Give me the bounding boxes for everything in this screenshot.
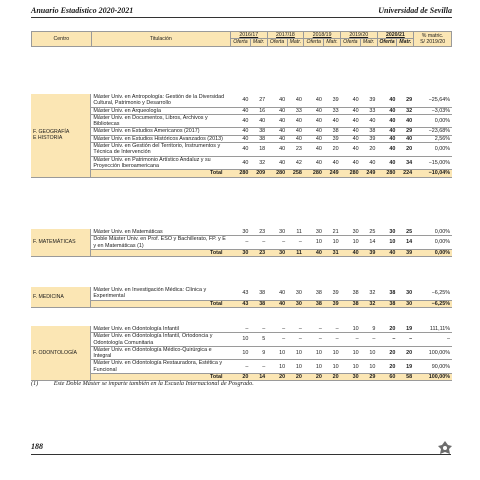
value-cell: 40: [267, 287, 287, 300]
col-subheader-oferta: Oferta: [230, 39, 250, 46]
value-cell: 10: [267, 360, 287, 374]
value-cell: 38: [377, 287, 397, 300]
value-cell: 25: [397, 229, 414, 236]
titulacion-cell: Máster Univ. en Odontología Restauradora, Estética y Funcional: [91, 360, 231, 374]
header-rule: [31, 17, 452, 18]
total-row: [31, 249, 452, 256]
total-value-cell: 280: [341, 170, 361, 177]
value-cell: 40: [267, 135, 287, 142]
table-row: [31, 360, 452, 374]
value-cell: –: [230, 326, 250, 333]
total-label: Total: [91, 300, 231, 307]
value-cell: –: [304, 326, 324, 333]
footnote-text: Este Doble Máster se imparte también en la Escuela Internacional de Posgrado.: [53, 380, 254, 387]
table-row: [31, 107, 452, 114]
value-cell: 10: [341, 326, 361, 333]
total-value-cell: 58: [397, 374, 414, 381]
value-cell: –: [304, 333, 324, 347]
value-cell: 40: [341, 114, 361, 128]
value-cell: 40: [230, 156, 250, 170]
total-value-cell: 39: [324, 300, 341, 307]
value-cell: 20: [397, 143, 414, 157]
total-value-cell: 38: [377, 300, 397, 307]
value-cell: 40: [230, 94, 250, 107]
titulacion-cell: Máster Univ. en Arqueología: [91, 107, 231, 114]
value-cell: 40: [377, 135, 397, 142]
value-cell: –: [250, 326, 267, 333]
value-cell: 20: [377, 360, 397, 374]
total-value-cell: 224: [397, 170, 414, 177]
value-cell: 40: [324, 156, 341, 170]
value-cell: 40: [304, 114, 324, 128]
footer-rule: [31, 454, 451, 455]
col-subheader-oferta: Oferta: [377, 39, 397, 46]
value-cell: 10: [267, 346, 287, 360]
table-row: [31, 326, 452, 333]
total-value-cell: 30: [341, 374, 361, 381]
table-row: [31, 333, 452, 347]
value-cell: 39: [324, 287, 341, 300]
value-cell: 42: [287, 156, 304, 170]
value-cell: 23: [287, 143, 304, 157]
col-header-year: 2020/21: [377, 32, 414, 39]
value-cell: 40: [287, 135, 304, 142]
col-header-pct-line1: % matric.: [421, 32, 444, 39]
value-cell: 38: [250, 128, 267, 135]
value-cell: 39: [361, 94, 378, 107]
value-cell: 10: [361, 346, 378, 360]
page-number: 188: [31, 442, 43, 451]
total-value-cell: 11: [287, 249, 304, 256]
pct-change-cell: 0,00%: [414, 114, 452, 128]
value-cell: 27: [250, 94, 267, 107]
value-cell: 40: [377, 143, 397, 157]
value-cell: 10: [304, 360, 324, 374]
titulacion-cell: Máster Univ. en Estudios Americanos (2017): [91, 128, 231, 135]
col-header-year: 2019/20: [340, 32, 377, 39]
value-cell: 43: [230, 287, 250, 300]
value-cell: 40: [397, 114, 414, 128]
centro-name: F. GEOGRAFÍA E HISTORIA: [31, 94, 91, 177]
total-label: Total: [91, 170, 231, 177]
col-subheader-matr: Matr.: [324, 39, 341, 46]
value-cell: 40: [267, 94, 287, 107]
col-subheader-oferta: Oferta: [267, 39, 287, 46]
titulacion-cell: Máster Univ. en Odontología Médico-Quirúrgica e Integral: [91, 346, 231, 360]
value-cell: 19: [397, 360, 414, 374]
centro-group-table: [31, 94, 452, 178]
pct-change-cell: −3,03%: [414, 107, 452, 114]
total-value-cell: 280: [267, 170, 287, 177]
value-cell: 40: [341, 107, 361, 114]
total-value-cell: 40: [377, 249, 397, 256]
value-cell: 20: [361, 143, 378, 157]
value-cell: 40: [230, 128, 250, 135]
footnote-mark: (1): [31, 380, 39, 387]
value-cell: 9: [361, 326, 378, 333]
value-cell: 10: [287, 360, 304, 374]
value-cell: 10: [324, 360, 341, 374]
value-cell: –: [250, 236, 267, 250]
value-cell: 40: [304, 156, 324, 170]
pct-change-cell: −23,68%: [414, 128, 452, 135]
pct-change-cell: 0,00%: [414, 229, 452, 236]
table-row: [31, 128, 452, 135]
value-cell: 39: [324, 94, 341, 107]
value-cell: 16: [250, 107, 267, 114]
value-cell: 30: [341, 229, 361, 236]
value-cell: –: [287, 333, 304, 347]
col-header-pct: [414, 32, 452, 47]
total-pct-cell: −6,25%: [414, 300, 452, 307]
total-value-cell: 38: [341, 300, 361, 307]
col-subheader-matr: Matr.: [250, 39, 267, 46]
table-row: [31, 346, 452, 360]
value-cell: 30: [287, 287, 304, 300]
value-cell: –: [267, 326, 287, 333]
value-cell: 40: [377, 107, 397, 114]
pct-change-cell: −6,25%: [414, 287, 452, 300]
total-value-cell: 43: [230, 300, 250, 307]
value-cell: –: [397, 333, 414, 347]
value-cell: 40: [304, 94, 324, 107]
total-value-cell: 280: [230, 170, 250, 177]
value-cell: 40: [341, 143, 361, 157]
value-cell: 39: [324, 135, 341, 142]
total-value-cell: 14: [250, 374, 267, 381]
pct-change-cell: −15,00%: [414, 156, 452, 170]
value-cell: 23: [250, 229, 267, 236]
titulacion-cell: Máster Univ. en Investigación Médica: Clínica y Experimental: [91, 287, 231, 300]
value-cell: 40: [377, 114, 397, 128]
titulacion-cell: Máster Univ. en Estudios Históricos Avanzados (2013): [91, 135, 231, 142]
value-cell: 40: [267, 107, 287, 114]
value-cell: 40: [230, 143, 250, 157]
titulacion-cell: Máster Univ. en Gestión del Territorio, Instrumentos y Técnica de Intervención: [91, 143, 231, 157]
value-cell: 40: [341, 128, 361, 135]
value-cell: 10: [324, 236, 341, 250]
table-row: [31, 94, 452, 107]
titulacion-cell: Doble Máster Univ. en Prof. ESO y Bachillerato, FP. y E y en Matemáticas (1): [91, 236, 231, 250]
pct-change-cell: 100,00%: [414, 346, 452, 360]
total-value-cell: 29: [361, 374, 378, 381]
value-cell: 40: [377, 128, 397, 135]
value-cell: –: [230, 236, 250, 250]
value-cell: 10: [304, 346, 324, 360]
total-value-cell: 20: [267, 374, 287, 381]
university-seal-icon: [436, 440, 454, 456]
value-cell: 30: [397, 287, 414, 300]
value-cell: 10: [341, 236, 361, 250]
value-cell: 10: [230, 346, 250, 360]
value-cell: –: [377, 333, 397, 347]
value-cell: 38: [361, 128, 378, 135]
value-cell: 21: [324, 229, 341, 236]
titulacion-cell: Máster Univ. en Odontología Infantil, Ortodoncia y Odontología Comunitaria: [91, 333, 231, 347]
value-cell: 32: [397, 107, 414, 114]
value-cell: –: [267, 333, 287, 347]
total-value-cell: 31: [324, 249, 341, 256]
col-header-year: 2017/18: [267, 32, 304, 39]
titulacion-cell: Máster Univ. en Documentos, Libros, Archivos y Bibliotecas: [91, 114, 231, 128]
value-cell: 19: [397, 326, 414, 333]
value-cell: 40: [397, 135, 414, 142]
col-subheader-matr: Matr.: [287, 39, 304, 46]
value-cell: 40: [341, 94, 361, 107]
value-cell: –: [361, 333, 378, 347]
footnote: [31, 380, 254, 387]
total-value-cell: 20: [304, 374, 324, 381]
col-subheader-oferta: Oferta: [340, 39, 360, 46]
value-cell: 40: [324, 114, 341, 128]
table-row: [31, 114, 452, 128]
titulacion-cell: Máster Univ. en Patrimonio Artístico Andaluz y su Proyección Iberoamericana: [91, 156, 231, 170]
total-value-cell: 30: [230, 249, 250, 256]
value-cell: 40: [361, 156, 378, 170]
value-cell: –: [287, 326, 304, 333]
value-cell: 32: [361, 287, 378, 300]
value-cell: –: [287, 236, 304, 250]
value-cell: 10: [341, 346, 361, 360]
value-cell: 20: [397, 346, 414, 360]
table-row: [31, 156, 452, 170]
value-cell: 40: [377, 94, 397, 107]
value-cell: 10: [230, 333, 250, 347]
centro-group-table: [31, 326, 452, 381]
total-value-cell: 20: [230, 374, 250, 381]
value-cell: 40: [230, 114, 250, 128]
value-cell: 30: [377, 229, 397, 236]
value-cell: –: [324, 333, 341, 347]
value-cell: 20: [324, 143, 341, 157]
pct-change-cell: 2,56%: [414, 135, 452, 142]
value-cell: 40: [304, 107, 324, 114]
value-cell: 40: [287, 114, 304, 128]
table-row: [31, 143, 452, 157]
value-cell: –: [230, 360, 250, 374]
total-value-cell: 40: [341, 249, 361, 256]
total-value-cell: 30: [287, 300, 304, 307]
value-cell: 40: [304, 135, 324, 142]
value-cell: 9: [250, 346, 267, 360]
total-value-cell: 258: [287, 170, 304, 177]
running-header-left: Anuario Estadístico 2020-2021: [31, 6, 134, 15]
value-cell: 33: [324, 107, 341, 114]
total-value-cell: 30: [267, 249, 287, 256]
value-cell: 40: [304, 143, 324, 157]
col-subheader-oferta: Oferta: [304, 39, 324, 46]
value-cell: –: [250, 360, 267, 374]
titulacion-cell: Máster Univ. en Antropología: Gestión de la Diversidad Cultural, Patrimonio y Desarrollo: [91, 94, 231, 107]
value-cell: 40: [230, 135, 250, 142]
value-cell: 38: [304, 287, 324, 300]
value-cell: 38: [250, 287, 267, 300]
value-cell: 40: [377, 156, 397, 170]
col-header-centro: Centro: [32, 32, 92, 47]
col-subheader-matr: Matr.: [397, 39, 414, 46]
value-cell: –: [324, 326, 341, 333]
value-cell: 10: [341, 360, 361, 374]
pct-change-cell: –: [414, 333, 452, 347]
total-value-cell: 39: [361, 249, 378, 256]
col-header-titulacion: Titulación: [91, 32, 230, 47]
value-cell: 14: [397, 236, 414, 250]
value-cell: 30: [267, 229, 287, 236]
total-value-cell: 249: [361, 170, 378, 177]
total-value-cell: 23: [250, 249, 267, 256]
value-cell: 14: [361, 236, 378, 250]
total-value-cell: 39: [397, 249, 414, 256]
value-cell: 40: [267, 156, 287, 170]
pct-change-cell: 90,00%: [414, 360, 452, 374]
total-pct-cell: −10,04%: [414, 170, 452, 177]
value-cell: 39: [361, 135, 378, 142]
col-header-pct-line2: S/ 2019/20: [420, 38, 446, 45]
value-cell: 11: [287, 229, 304, 236]
value-cell: 29: [397, 128, 414, 135]
value-cell: 10: [304, 236, 324, 250]
value-cell: 32: [250, 156, 267, 170]
value-cell: 30: [304, 229, 324, 236]
value-cell: 33: [287, 107, 304, 114]
centro-group-table: [31, 229, 452, 257]
total-value-cell: 280: [377, 170, 397, 177]
running-header-right: Universidad de Sevilla: [378, 6, 452, 15]
value-cell: 40: [267, 114, 287, 128]
value-cell: 40: [304, 128, 324, 135]
value-cell: 40: [250, 114, 267, 128]
total-pct-cell: 100,00%: [414, 374, 452, 381]
value-cell: 38: [324, 128, 341, 135]
titulacion-cell: Máster Univ. en Matemáticas: [91, 229, 231, 236]
value-cell: 40: [361, 114, 378, 128]
col-header-year: 2018/19: [304, 32, 341, 39]
value-cell: 40: [287, 128, 304, 135]
value-cell: 40: [287, 94, 304, 107]
value-cell: 18: [250, 143, 267, 157]
total-value-cell: 249: [324, 170, 341, 177]
value-cell: 38: [341, 287, 361, 300]
centro-name: F. ODONTOLOGÍA: [31, 326, 91, 381]
total-row: [31, 170, 452, 177]
value-cell: 20: [377, 326, 397, 333]
value-cell: 40: [341, 156, 361, 170]
total-value-cell: 30: [397, 300, 414, 307]
column-header: [31, 31, 452, 47]
total-value-cell: 20: [324, 374, 341, 381]
value-cell: 40: [341, 135, 361, 142]
value-cell: –: [267, 236, 287, 250]
pct-change-cell: 111,11%: [414, 326, 452, 333]
value-cell: 38: [250, 135, 267, 142]
value-cell: –: [341, 333, 361, 347]
total-value-cell: 32: [361, 300, 378, 307]
value-cell: 5: [250, 333, 267, 347]
total-value-cell: 280: [304, 170, 324, 177]
total-value-cell: 20: [287, 374, 304, 381]
value-cell: 40: [267, 143, 287, 157]
total-value-cell: 40: [267, 300, 287, 307]
table-row: [31, 287, 452, 300]
table-row: [31, 229, 452, 236]
value-cell: 29: [397, 94, 414, 107]
value-cell: 25: [361, 229, 378, 236]
pct-change-cell: −25,64%: [414, 94, 452, 107]
total-pct-cell: 0,00%: [414, 249, 452, 256]
centro-name: F. MATEMÁTICAS: [31, 229, 91, 257]
value-cell: 30: [230, 229, 250, 236]
value-cell: 10: [361, 360, 378, 374]
value-cell: 20: [377, 346, 397, 360]
total-value-cell: 209: [250, 170, 267, 177]
col-subheader-matr: Matr.: [360, 39, 377, 46]
total-value-cell: 60: [377, 374, 397, 381]
total-value-cell: 38: [250, 300, 267, 307]
value-cell: 40: [267, 128, 287, 135]
table-row: [31, 135, 452, 142]
value-cell: 10: [377, 236, 397, 250]
value-cell: 10: [287, 346, 304, 360]
value-cell: 33: [361, 107, 378, 114]
total-value-cell: 40: [304, 249, 324, 256]
value-cell: 10: [324, 346, 341, 360]
total-label: Total: [91, 374, 231, 381]
total-value-cell: 38: [304, 300, 324, 307]
pct-change-cell: 0,00%: [414, 143, 452, 157]
titulacion-cell: Máster Univ. en Odontología Infantil: [91, 326, 231, 333]
value-cell: 34: [397, 156, 414, 170]
table-row: [31, 236, 452, 250]
total-label: Total: [91, 249, 231, 256]
centro-group-table: [31, 287, 452, 308]
centro-name: F. MEDICINA: [31, 287, 91, 307]
pct-change-cell: 0,00%: [414, 236, 452, 250]
col-header-year: 2016/17: [230, 32, 267, 39]
total-row: [31, 300, 452, 307]
value-cell: 40: [230, 107, 250, 114]
